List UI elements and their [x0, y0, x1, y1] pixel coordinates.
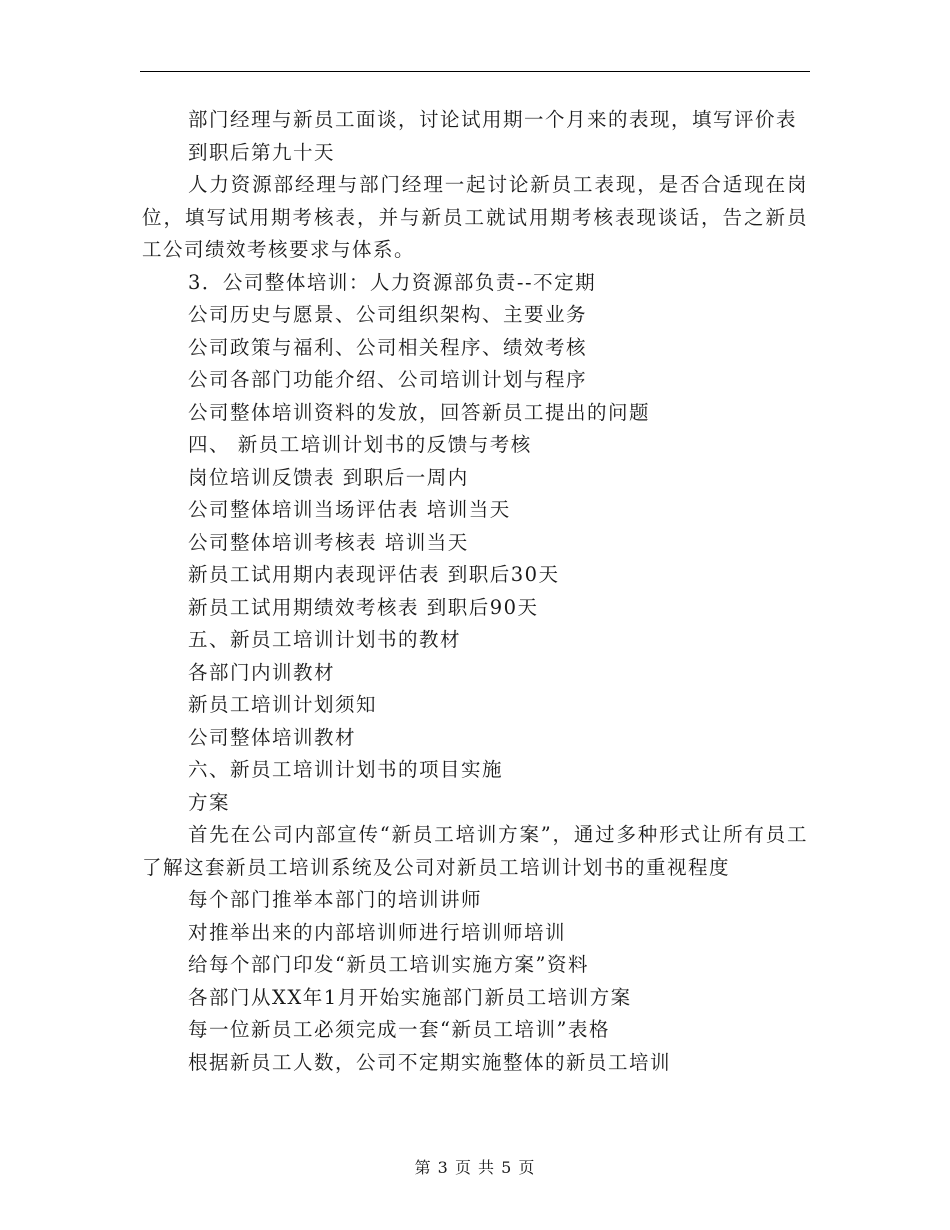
paragraph: 公司历史与愿景、公司组织架构、主要业务 — [188, 303, 588, 326]
paragraph: 3．公司整体培训：人力资源部负责--不定期 — [188, 270, 597, 294]
paragraph: 新员工试用期内表现评估表 到职后30天 — [188, 563, 560, 586]
paragraph: 人力资源部经理与部门经理一起讨论新员工表现，是否合适现在岗位，填写试用期考核表，并与新员工就试用期考核表现谈话，告之新员工公司绩效考核要求与体系。 — [142, 173, 808, 261]
paragraph: 新员工培训计划须知 — [188, 693, 378, 716]
section-heading: 四、 新员工培训计划书的反馈与考核 — [188, 433, 532, 456]
paragraph: 各部门内训教材 — [188, 660, 336, 684]
paragraph: 岗位培训反馈表 到职后一周内 — [188, 465, 469, 489]
paragraph: 对推举出来的内部培训师进行培训师培训 — [188, 920, 567, 944]
paragraph: 新员工试用期绩效考核表 到职后90天 — [188, 595, 539, 619]
header-rule — [140, 71, 810, 72]
paragraph: 公司整体培训教材 — [188, 725, 357, 749]
paragraph: 每一位新员工必须完成一套“新员工培训”表格 — [188, 1018, 610, 1041]
document-body — [142, 104, 808, 1079]
paragraph: 到职后第九十天 — [188, 140, 336, 164]
paragraph: 部门经理与新员工面谈，讨论试用期一个月来的表现，填写评价表 — [188, 108, 798, 131]
paragraph: 公司整体培训当场评估表 培训当天 — [188, 498, 511, 521]
paragraph: 公司整体培训资料的发放，回答新员工提出的问题 — [188, 400, 651, 424]
paragraph: 每个部门推举本部门的培训讲师 — [188, 888, 483, 911]
paragraph: 公司整体培训考核表 培训当天 — [188, 530, 469, 554]
page-number-footer: 第 3 页 共 5 页 — [414, 1158, 536, 1177]
paragraph: 给每个部门印发“新员工培训实施方案”资料 — [188, 953, 589, 976]
paragraph: 公司各部门功能介绍、公司培训计划与程序 — [188, 368, 588, 391]
paragraph: 根据新员工人数，公司不定期实施整体的新员工培训 — [188, 1050, 672, 1074]
paragraph: 各部门从XX年1月开始实施部门新员工培训方案 — [188, 985, 632, 1009]
paragraph: 方案 — [188, 790, 231, 814]
section-heading: 五、新员工培训计划书的教材 — [188, 628, 462, 651]
section-heading: 六、新员工培训计划书的项目实施 — [188, 758, 504, 781]
paragraph: 公司政策与福利、公司相关程序、绩效考核 — [188, 335, 588, 359]
paragraph: 首先在公司内部宣传“新员工培训方案”，通过多种形式让所有员工了解这套新员工培训系统及公司对新员工培训计划书的重视程度 — [142, 823, 808, 879]
